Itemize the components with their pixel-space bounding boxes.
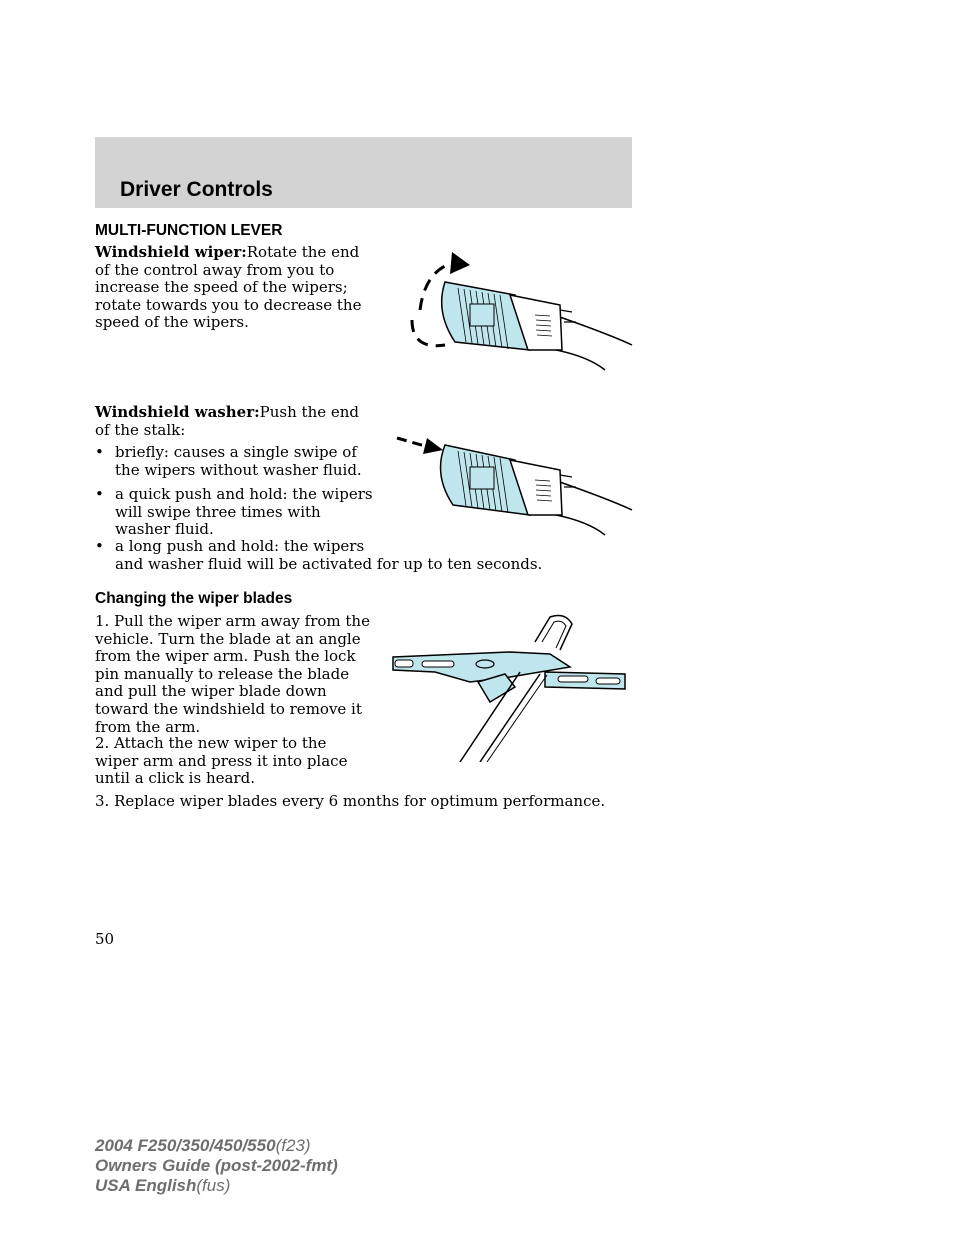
blades-step-2: 2. Attach the new wiper to the wiper arm and press it into place until a click is heard.	[95, 734, 348, 788]
wiper-stalk-push-illustration	[395, 420, 640, 540]
page-section-title: Driver Controls	[120, 178, 273, 201]
wiper-paragraph: Windshield wiper:Rotate the end of the control away from you to increase the speed of the wipers; rotate towards you to decrease the speed of the wipers.	[95, 243, 362, 332]
bullet-icon: •	[95, 537, 104, 555]
washer-paragraph: Windshield washer:Push the end of the stalk:	[95, 403, 360, 439]
wiper-stalk-rotate-illustration	[400, 250, 640, 375]
blades-step-1: 1. Pull the wiper arm away from the vehicle. Turn the blade at an angle from the wiper arm. Push the lock pin manually to release the blade and pull the wiper blade down toward the windshield to remove it from the arm.	[95, 612, 370, 736]
washer-term: Windshield washer:	[95, 403, 260, 421]
subsection-heading: Changing the wiper blades	[95, 590, 293, 607]
blades-step-3: 3. Replace wiper blades every 6 months for optimum performance.	[95, 792, 606, 810]
wiper-term: Windshield wiper:	[95, 243, 247, 261]
page-number: 50	[95, 930, 115, 948]
bullet-icon: •	[95, 443, 104, 461]
section-heading: MULTI-FUNCTION LEVER	[95, 222, 283, 239]
bullet-icon: •	[95, 485, 104, 503]
document-footer: 2004 F250/350/450/550(f23) Owners Guide (post-2002-fmt) USA English(fus)	[95, 1136, 338, 1195]
wiper-blade-illustration	[390, 612, 630, 762]
